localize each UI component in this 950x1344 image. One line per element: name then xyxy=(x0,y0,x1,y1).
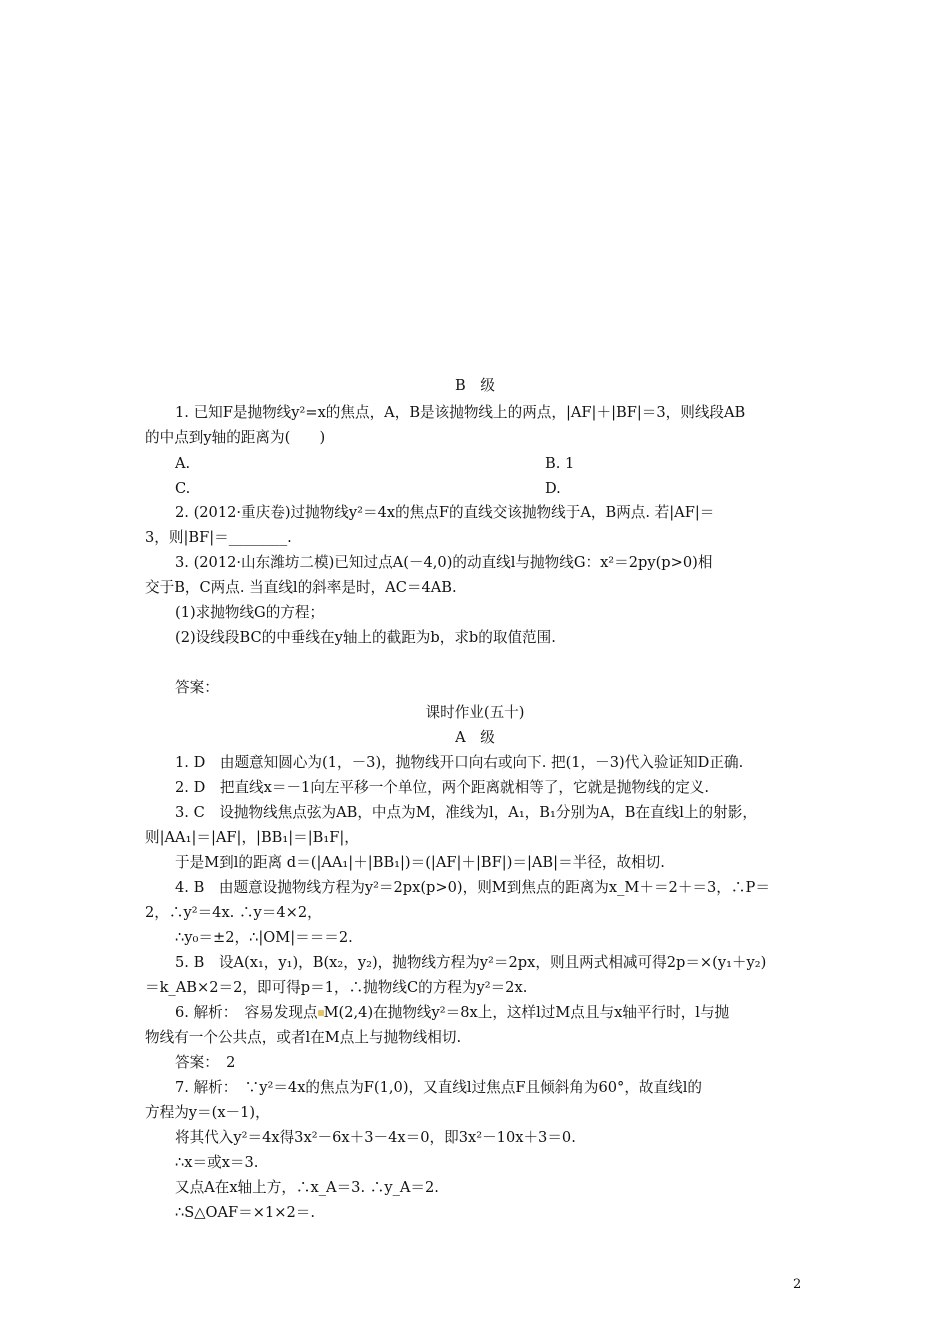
q3-line1: 3. (2012·山东潍坊二模)已知过点A(－4,0)的动直线l与抛物线G：x²＝2py(p>0)相 xyxy=(175,554,713,571)
answer-3-line2: 则|AA₁|＝|AF|，|BB₁|＝|B₁F|， xyxy=(145,829,359,846)
answer-7-line4: ∴x＝或x＝3. xyxy=(175,1154,259,1171)
section-b-title: B 级 xyxy=(455,377,495,394)
q3-line2: 交于B，C两点. 当直线l的斜率是时，AC＝4AB. xyxy=(145,579,457,596)
answer-3-line3: 于是M到l的距离 d＝(|AA₁|＋|BB₁|)＝(|AF|＋|BF|)＝|AB|＝半径，故相切. xyxy=(175,854,665,871)
answer-7-line1: 7. 解析： ∵y²＝4x的焦点为F(1,0)，又直线l过焦点F且倾斜角为60°，故直线l的 xyxy=(175,1079,702,1096)
answer-4-line2: 2，∴y²＝4x. ∴y＝4×2， xyxy=(145,904,322,921)
q3-part1: (1)求抛物线G的方程； xyxy=(175,604,325,621)
q2-line2: 3，则|BF|＝________. xyxy=(145,529,292,546)
answer-6-line1 xyxy=(175,1003,729,1023)
answer-1: 1. D 由题意知圆心为(1，－3)，抛物线开口向右或向下. 把(1，－3)代入验证知D正确. xyxy=(175,754,744,771)
answer-4-line3: ∴y₀＝±2，∴|OM|＝＝＝2. xyxy=(175,929,353,946)
answer-7-line6: ∴S△OAF＝×1×2＝. xyxy=(175,1204,315,1221)
q1-line2: 的中点到y轴的距离为( ) xyxy=(145,429,326,446)
answer-4-line1: 4. B 由题意设抛物线方程为y²＝2px(p>0)，则M到焦点的距离为x_M＋＝2＋＝3，∴P＝ xyxy=(175,879,770,896)
answer-5-line2: ＝k_AB×2＝2，即可得p＝1，∴抛物线C的方程为y²＝2x. xyxy=(145,979,528,996)
answers-title: 课时作业(五十) xyxy=(425,704,525,721)
answer-7-line5: 又点A在x轴上方，∴x_A＝3. ∴y_A＝2. xyxy=(175,1179,439,1196)
answer-2: 2. D 把直线x＝－1向左平移一个单位，两个距离就相等了，它就是抛物线的定义. xyxy=(175,779,710,796)
answers-level-a: A 级 xyxy=(455,729,495,746)
q1-option-d: D. xyxy=(545,480,561,497)
answer-6-line2: 物线有一个公共点，或者l在M点上与抛物线相切. xyxy=(145,1029,462,1046)
answer-3-line1: 3. C 设抛物线焦点弦为AB，中点为M，准线为l，A₁，B₁分别为A，B在直线l上的射影， xyxy=(175,804,757,821)
answers-label: 答案： xyxy=(175,679,219,696)
q1-option-a: A. xyxy=(175,455,191,472)
q1-line1: 1. 已知F是抛物线y²=x的焦点，A，B是该抛物线上的两点，|AF|＋|BF|＝3，则线段AB xyxy=(175,404,746,421)
q3-part2: (2)设线段BC的中垂线在y轴上的截距为b，求b的取值范围. xyxy=(175,629,556,646)
answer-5-line1: 5. B 设A(x₁，y₁)，B(x₂，y₂)，抛物线方程为y²＝2px，则且两式相减可得2p＝×(y₁＋y₂) xyxy=(175,954,767,971)
q1-option-b: B. 1 xyxy=(545,455,575,472)
answer-7-line3: 将其代入y²＝4x得3x²－6x＋3－4x＝0，即3x²－10x＋3＝0. xyxy=(175,1129,576,1146)
answer-6-line1-post: M(2,4)在抛物线y²＝8x上，这样l过M点且与x轴平行时，l与抛 xyxy=(323,1004,730,1021)
q2-line1: 2. (2012·重庆卷)过抛物线y²＝4x的焦点F的直线交该抛物线于A，B两点. 若|AF|＝ xyxy=(175,504,715,521)
answer-7-line2: 方程为y＝(x－1)， xyxy=(145,1104,270,1121)
q1-option-c: C. xyxy=(175,480,191,497)
answer-6-answer: 答案： 2 xyxy=(175,1054,236,1071)
answer-6-line1-pre: 6. 解析： 容易发现点 xyxy=(175,1004,318,1021)
page-number: 2 xyxy=(793,1277,802,1292)
